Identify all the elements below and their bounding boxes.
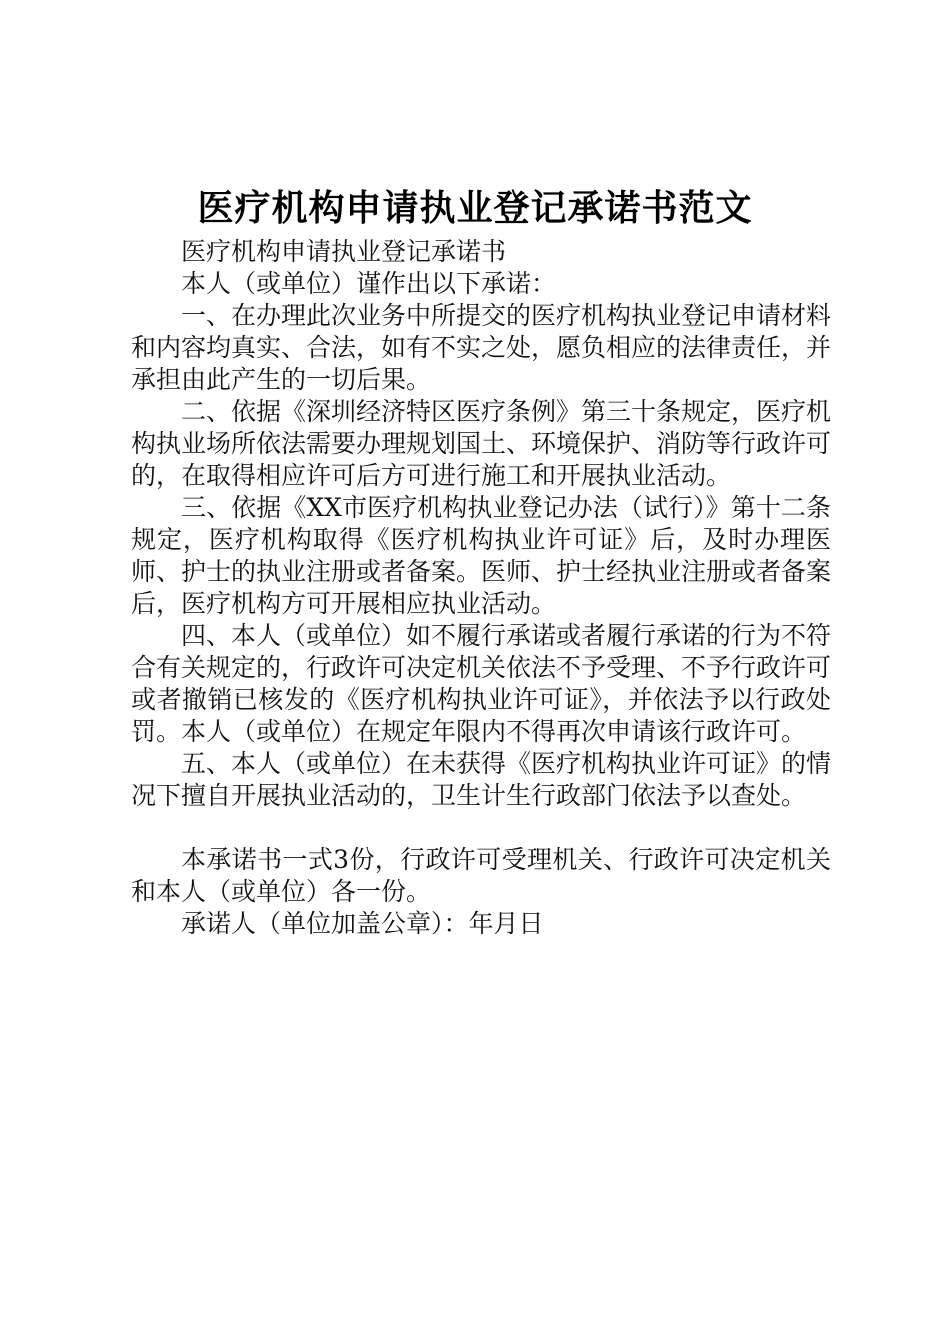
document-body	[131, 236, 831, 940]
signature-line: 承诺人（单位加盖公章）：年月日	[181, 909, 544, 938]
clause-four-paragraph: 四、本人（或单位）如不履行承诺或者履行承诺的行为不符合有关规定的，行政许可决定机关依法不予受理、不予行政许可或者撤销已核发的《医疗机构执业许可证》，并依法予以行政处罚。本人（或单位）在规定年限内不得再次申请该行政许可。	[131, 621, 832, 746]
clause-three-paragraph: 三、依据《XX市医疗机构执业登记办法（试行）》第十二条规定，医疗机构取得《医疗机构执业许可证》后，及时办理医师、护士的执业注册或者备案。医师、护士经执业注册或者备案后，医疗机构方可开展相应执业活动。	[131, 493, 832, 618]
document-title: 医疗机构申请执业登记承诺书范文	[197, 188, 753, 229]
commitment-intro-paragraph: 本人（或单位）谨作出以下承诺：	[181, 269, 557, 298]
blank-line	[131, 812, 831, 844]
clause-two-paragraph: 二、依据《深圳经济特区医疗条例》第三十条规定，医疗机构执业场所依法需要办理规划国土、环境保护、消防等行政许可的，在取得相应许可后方可进行施工和开展执业活动。	[131, 397, 832, 490]
clause-five-paragraph: 五、本人（或单位）在未获得《医疗机构执业许可证》的情况下擅自开展执业活动的，卫生计生行政部门依法予以查处。	[131, 749, 832, 810]
copies-paragraph: 本承诺书一式3份，行政许可受理机关、行政许可决定机关和本人（或单位）各一份。	[131, 845, 831, 906]
clause-one-paragraph: 一、在办理此次业务中所提交的医疗机构执业登记申请材料和内容均真实、合法，如有不实之处，愿负相应的法律责任，并承担由此产生的一切后果。	[131, 301, 832, 394]
subtitle-paragraph: 医疗机构申请执业登记承诺书	[181, 237, 507, 266]
